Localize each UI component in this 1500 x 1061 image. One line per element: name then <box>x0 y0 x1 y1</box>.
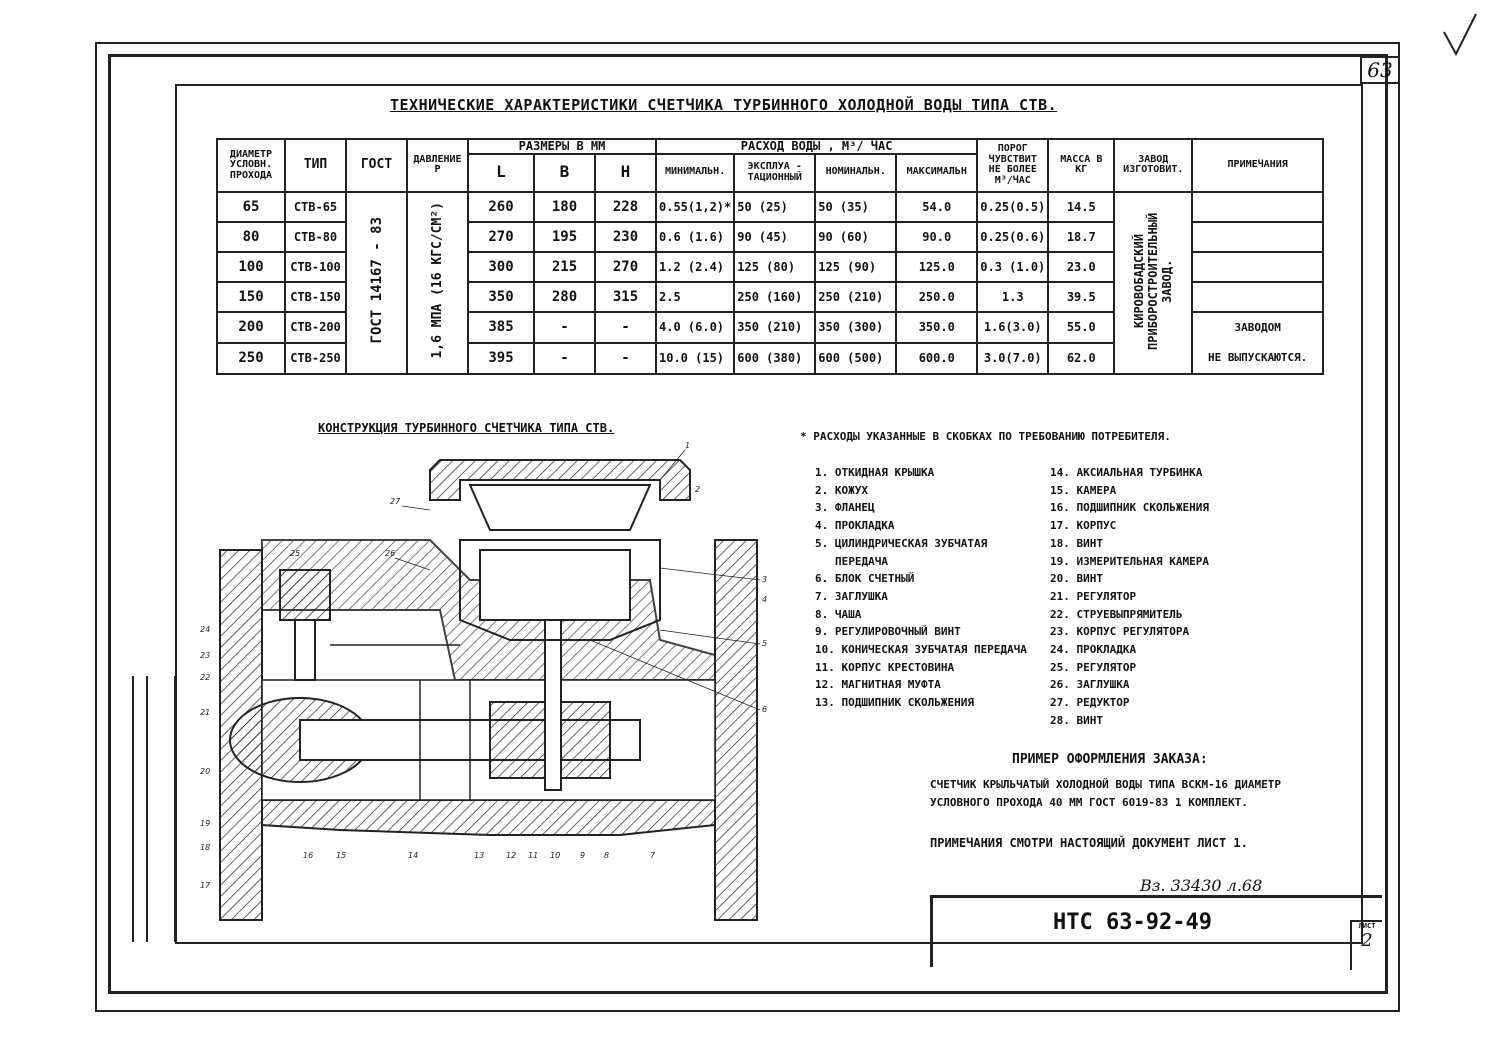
cell-b: - <box>534 343 595 374</box>
sheet-number: 2 <box>1361 930 1373 951</box>
legend-item: ПЕРЕДАЧА <box>835 554 888 568</box>
cell-l: 260 <box>468 192 534 222</box>
parts-legend-left <box>815 464 1027 712</box>
callout-1: 1 <box>685 441 691 450</box>
cell-flow-min: 4.0 (6.0) <box>656 312 734 343</box>
cell-diameter: 250 <box>217 343 285 374</box>
th-l: L <box>468 154 534 192</box>
cell-diameter: 150 <box>217 282 285 312</box>
cell-flow-exp: 50 (25) <box>734 192 815 222</box>
callout-16: 16 <box>303 851 314 860</box>
th-type: ТИП <box>285 139 346 192</box>
legend-item: 12. МАГНИТНАЯ МУФТА <box>815 678 941 692</box>
cell-flow-nom: 125 (90) <box>815 252 896 282</box>
cell-flow-nom: 350 (300) <box>815 312 896 343</box>
title-block <box>930 895 1382 967</box>
callout-7: 7 <box>650 851 656 860</box>
callout-5: 5 <box>762 639 768 648</box>
legend-item: 13. ПОДШИПНИК СКОЛЬЖЕНИЯ <box>815 696 974 710</box>
callout-11: 11 <box>528 851 539 860</box>
document-code: НТС 63-92-49 <box>1053 910 1212 935</box>
cell-plant: КИРОВОБАДСКИЙ ПРИБОРОСТРОИТЕЛЬНЫЙ ЗАВОД. <box>1114 192 1192 374</box>
cell-flow-exp: 350 (210) <box>734 312 815 343</box>
cell-flow-min: 1.2 (2.4) <box>656 252 734 282</box>
legend-item: 26. ЗАГЛУШКА <box>1050 678 1130 692</box>
cell-h: 230 <box>595 222 656 252</box>
th-flow-min: МИНИМАЛЬН. <box>656 154 734 192</box>
callout-27: 27 <box>390 497 401 506</box>
cell-flow-exp: 250 (160) <box>734 282 815 312</box>
th-threshold: ПОРОГ ЧУВСТВИТ НЕ БОЛЕЕ М³/ЧАС <box>977 139 1048 192</box>
th-notes: ПРИМЕЧАНИЯ <box>1192 139 1323 192</box>
parts-legend-right <box>1050 464 1209 730</box>
th-h: H <box>595 154 656 192</box>
th-flow-nom: НОМИНАЛЬН. <box>815 154 896 192</box>
order-example-line-1: СЧЕТЧИК КРЫЛЬЧАТЫЙ ХОЛОДНОЙ ВОДЫ ТИПА ВСКМ-16 ДИАМЕТР <box>930 778 1281 791</box>
legend-item: 15. КАМЕРА <box>1050 483 1117 497</box>
cell-flow-min: 0.55(1,2)* <box>656 192 734 222</box>
callout-18: 18 <box>200 843 211 852</box>
legend-item: 4. ПРОКЛАДКА <box>815 519 895 533</box>
cell-diameter: 100 <box>217 252 285 282</box>
inventory-stamp: Вз. 33430 л.68 <box>1140 876 1263 895</box>
margin-strip <box>132 676 176 942</box>
order-example-line-2: УСЛОВНОГО ПРОХОДА 40 ММ ГОСТ 6019-83 1 КОМПЛЕКТ. <box>930 796 1248 809</box>
cell-diameter: 200 <box>217 312 285 343</box>
cell-type: СТВ-150 <box>285 282 346 312</box>
callout-14: 14 <box>408 851 419 860</box>
footnote: * РАСХОДЫ УКАЗАННЫЕ В СКОБКАХ ПО ТРЕБОВАНИЮ ПОТРЕБИТЕЛЯ. <box>800 430 1171 443</box>
page-number: 63 <box>1367 58 1393 82</box>
cell-h: 270 <box>595 252 656 282</box>
cell-type: СТВ-100 <box>285 252 346 282</box>
callout-2: 2 <box>695 485 701 494</box>
legend-item: 16. ПОДШИПНИК СКОЛЬЖЕНИЯ <box>1050 501 1209 515</box>
cell-flow-nom: 50 (35) <box>815 192 896 222</box>
legend-item: 25. РЕГУЛЯТОР <box>1050 660 1137 674</box>
th-flow-exp: ЭКСПЛУА - ТАЦИОННЫЙ <box>734 154 815 192</box>
callout-6: 6 <box>762 705 768 714</box>
cell-flow-max: 54.0 <box>896 192 977 222</box>
cell-b: 195 <box>534 222 595 252</box>
callout-23: 23 <box>200 651 211 660</box>
legend-item: 20. ВИНТ <box>1050 572 1103 586</box>
legend-item: 2. КОЖУХ <box>815 483 868 497</box>
cell-flow-nom: 90 (60) <box>815 222 896 252</box>
cell-flow-max: 125.0 <box>896 252 977 282</box>
cell-flow-max: 600.0 <box>896 343 977 374</box>
cell-threshold: 0.3 (1.0) <box>977 252 1048 282</box>
legend-item: 21. РЕГУЛЯТОР <box>1050 589 1137 603</box>
legend-item: 24. ПРОКЛАДКА <box>1050 643 1137 657</box>
callout-9: 9 <box>580 851 586 860</box>
callout-21: 21 <box>200 708 211 717</box>
cell-pressure: 1,6 МПА (16 КГС/СМ²) <box>407 192 468 374</box>
cell-mass: 39.5 <box>1048 282 1114 312</box>
cell-l: 270 <box>468 222 534 252</box>
cell-notes <box>1192 252 1323 282</box>
cell-threshold: 0.25(0.6) <box>977 222 1048 252</box>
th-flow: РАСХОД ВОДЫ , М³/ ЧАС <box>656 139 977 154</box>
cell-l: 385 <box>468 312 534 343</box>
legend-item: 7. ЗАГЛУШКА <box>815 589 888 603</box>
cell-b: - <box>534 312 595 343</box>
callout-22: 22 <box>200 673 211 682</box>
legend-item: 23. КОРПУС РЕГУЛЯТОРА <box>1050 625 1190 639</box>
th-diameter: ДИАМЕТР УСЛОВН. ПРОХОДА <box>217 139 285 192</box>
sheet-label: ЛИСТ <box>1358 922 1376 930</box>
callout-15: 15 <box>336 851 347 860</box>
cell-flow-max: 90.0 <box>896 222 977 252</box>
cell-flow-nom: 250 (210) <box>815 282 896 312</box>
cell-threshold: 1.6(3.0) <box>977 312 1048 343</box>
cell-type: СТВ-250 <box>285 343 346 374</box>
legend-item: 1. ОТКИДНАЯ КРЫШКА <box>815 466 935 479</box>
cell-b: 280 <box>534 282 595 312</box>
legend-item: 14. АКСИАЛЬНАЯ ТУРБИНКА <box>1050 466 1203 479</box>
legend-item: 27. РЕДУКТОР <box>1050 696 1130 710</box>
legend-item: 22. СТРУЕВЫПРЯМИТЕЛЬ <box>1050 607 1183 621</box>
cell-gost: ГОСТ 14167 - 83 <box>346 192 407 374</box>
legend-item: 19. ИЗМЕРИТЕЛЬНАЯ КАМЕРА <box>1050 554 1209 568</box>
cell-flow-nom: 600 (500) <box>815 343 896 374</box>
cell-type: СТВ-65 <box>285 192 346 222</box>
cell-l: 395 <box>468 343 534 374</box>
cell-b: 180 <box>534 192 595 222</box>
th-flow-max: МАКСИМАЛЬН <box>896 154 977 192</box>
cell-l: 300 <box>468 252 534 282</box>
check-mark-icon <box>1440 10 1480 60</box>
specs-table <box>216 138 1324 375</box>
legend-item: 3. ФЛАНЕЦ <box>815 501 875 515</box>
cell-h: - <box>595 343 656 374</box>
th-pressure: ДАВЛЕНИЕ P <box>407 139 468 192</box>
legend-item: 17. КОРПУС <box>1050 519 1117 533</box>
cell-type: СТВ-200 <box>285 312 346 343</box>
cell-flow-exp: 600 (380) <box>734 343 815 374</box>
legend-item: 6. БЛОК СЧЕТНЫЙ <box>815 572 915 586</box>
main-title: ТЕХНИЧЕСКИЕ ХАРАКТЕРИСТИКИ СЧЕТЧИКА ТУРБИННОГО ХОЛОДНОЙ ВОДЫ ТИПА СТВ. <box>390 96 1058 114</box>
callout-12: 12 <box>506 851 517 860</box>
cell-notes <box>1192 192 1323 222</box>
cell-flow-min: 2.5 <box>656 282 734 312</box>
cell-h: 315 <box>595 282 656 312</box>
order-example-title: ПРИМЕР ОФОРМЛЕНИЯ ЗАКАЗА: <box>1012 752 1208 767</box>
cell-threshold: 0.25(0.5) <box>977 192 1048 222</box>
legend-item: 5. ЦИЛИНДРИЧЕСКАЯ ЗУБЧАТАЯ <box>815 536 988 550</box>
th-dimensions: РАЗМЕРЫ В ММ <box>468 139 656 154</box>
table-row <box>217 192 1323 222</box>
construction-title: КОНСТРУКЦИЯ ТУРБИННОГО СЧЕТЧИКА ТИПА СТВ. <box>318 421 615 435</box>
callout-25: 25 <box>290 549 301 558</box>
cell-flow-exp: 125 (80) <box>734 252 815 282</box>
cell-mass: 62.0 <box>1048 343 1114 374</box>
cell-l: 350 <box>468 282 534 312</box>
cell-mass: 55.0 <box>1048 312 1114 343</box>
cell-type: СТВ-80 <box>285 222 346 252</box>
th-plant: ЗАВОД ИЗГОТОВИТ. <box>1114 139 1192 192</box>
callout-3: 3 <box>762 575 768 584</box>
cell-diameter: 80 <box>217 222 285 252</box>
notes-reference: ПРИМЕЧАНИЯ СМОТРИ НАСТОЯЩИЙ ДОКУМЕНТ ЛИСТ 1. <box>930 836 1248 850</box>
callout-10: 10 <box>550 851 561 860</box>
cell-b: 215 <box>534 252 595 282</box>
note-line-1: ЗАВОДОМ <box>1234 320 1281 334</box>
legend-item: 11. КОРПУС КРЕСТОВИНА <box>815 660 955 674</box>
th-gost: ГОСТ <box>346 139 407 192</box>
legend-item: 10. КОНИЧЕСКАЯ ЗУБЧАТАЯ ПЕРЕДАЧА <box>815 643 1027 657</box>
callout-13: 13 <box>474 851 485 860</box>
th-b: B <box>534 154 595 192</box>
cell-notes-merged <box>1192 312 1323 374</box>
sheet-cell <box>1350 920 1382 970</box>
cell-mass: 18.7 <box>1048 222 1114 252</box>
callout-24: 24 <box>200 625 211 634</box>
legend-item: 8. ЧАША <box>815 607 862 621</box>
page-number-box <box>1360 56 1400 84</box>
note-line-2: НЕ ВЫПУСКАЮТСЯ. <box>1207 350 1308 364</box>
cell-flow-exp: 90 (45) <box>734 222 815 252</box>
cell-mass: 23.0 <box>1048 252 1114 282</box>
legend-item: 28. ВИНТ <box>1050 713 1103 727</box>
callout-17: 17 <box>200 881 211 890</box>
meter-cross-section-drawing <box>190 440 790 930</box>
cell-threshold: 3.0(7.0) <box>977 343 1048 374</box>
cell-notes <box>1192 222 1323 252</box>
cell-mass: 14.5 <box>1048 192 1114 222</box>
cell-flow-min: 10.0 (15) <box>656 343 734 374</box>
cell-flow-min: 0.6 (1.6) <box>656 222 734 252</box>
cell-diameter: 65 <box>217 192 285 222</box>
cell-flow-max: 350.0 <box>896 312 977 343</box>
callout-8: 8 <box>604 851 610 860</box>
cell-flow-max: 250.0 <box>896 282 977 312</box>
callout-4: 4 <box>762 595 768 604</box>
cell-notes <box>1192 282 1323 312</box>
callout-26: 26 <box>385 549 396 558</box>
th-mass: МАССА В КГ <box>1048 139 1114 192</box>
callout-20: 20 <box>200 767 211 776</box>
legend-item: 9. РЕГУЛИРОВОЧНЫЙ ВИНТ <box>815 625 961 639</box>
cell-threshold: 1.3 <box>977 282 1048 312</box>
cell-h: - <box>595 312 656 343</box>
legend-item: 18. ВИНТ <box>1050 536 1103 550</box>
callout-19: 19 <box>200 819 211 828</box>
cell-h: 228 <box>595 192 656 222</box>
